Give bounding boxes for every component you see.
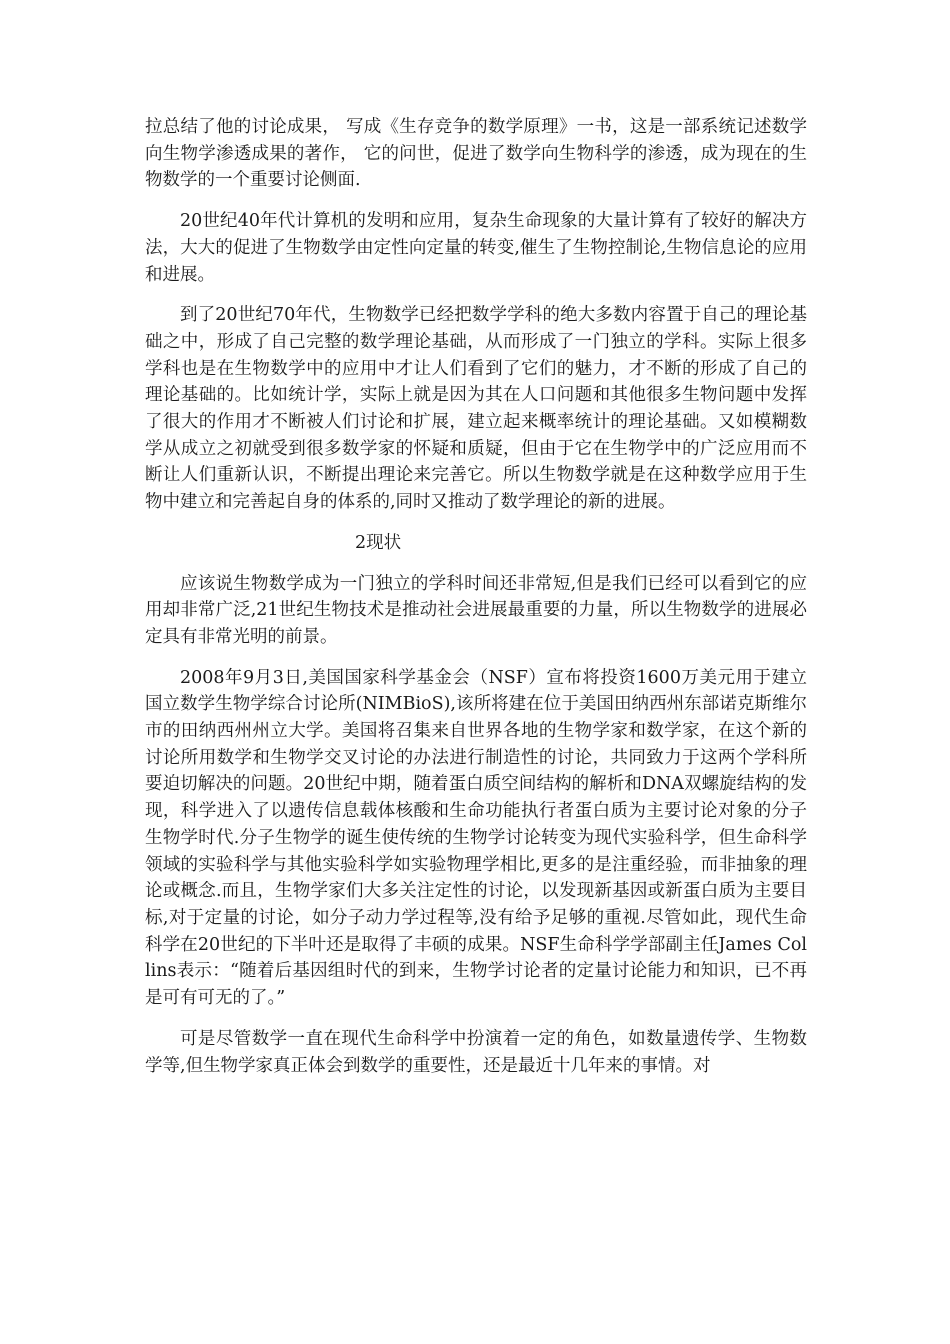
paragraph-3: 到了20世纪70年代，生物数学已经把数学学科的绝大多数内容置于自己的理论基础之中，形成了自己完整的数学理论基础，从而形成了一门独立的学科。实际上很多学科也是在生物数学中的应用中才让人们看到了它们的魅力，才不断的形成了自己的理论基础的。比如统计学，实际上就是因为其在人口问题和其他很多生物问题中发挥了很大的作用才不断被人们讨论和扩展，建立起来概率统计的理论基础。又如模糊数学从成立之初就受到很多数学家的怀疑和质疑，但由于它在生物学中的广泛应用而不断让人们重新认识，不断提出理论来完善它。所以生物数学就是在这种数学应用于生物中建立和完善起自身的体系的,同时又推动了数学理论的新的进展。 <box>145 305 807 513</box>
paragraph-1: 拉总结了他的讨论成果， 写成《生存竞争的数学原理》一书，这是一部系统记述数学向生物学渗透成果的著作， 它的问世，促进了数学向生物科学的渗透，成为现在的生物数学的一个重要讨论侧面. <box>145 117 807 191</box>
section-heading: 2现状 <box>355 532 402 553</box>
document-body <box>145 114 807 1093</box>
paragraph-5: 2008年9月3日,美国国家科学基金会（NSF）宣布将投资1600万美元用于建立国立数学生物学综合讨论所(NIMBioS),该所将建在位于美国田纳西州东部诺克斯维尔市的田纳西州州立大学。美国将召集来自世界各地的生物学家和数学家，在这个新的讨论所用数学和生物学交叉讨论的办法进行制造性的讨论，共同致力于这两个学科所要迫切解决的问题。20世纪中期，随着蛋白质空间结构的解析和DNA双螺旋结构的发现，科学进入了以遗传信息载体核酸和生命功能执行者蛋白质为主要讨论对象的分子生物学时代.分子生物学的诞生使传统的生物学讨论转变为现代实验科学，但生命科学领域的实验科学与其他实验科学如实验物理学相比,更多的是注重经验，而非抽象的理论或概念.而且，生物学家们大多关注定性的讨论，以发现新基因或新蛋白质为主要目标,对于定量的讨论，如分子动力学过程等,没有给予足够的重视.尽管如此，现代生命科学在20世纪的下半叶还是取得了丰硕的成果。NSF生命科学学部副主任James Collins表示：“随着后基因组时代的到来，生物学讨论者的定量讨论能力和知识，已不再是可有可无的了。” <box>145 667 807 1009</box>
paragraph-2: 20世纪40年代计算机的发明和应用，复杂生命现象的大量计算有了较好的解决方法，大大的促进了生物数学由定性向定量的转变,催生了生物控制论,生物信息论的应用和进展。 <box>145 211 807 285</box>
paragraph-6: 可是尽管数学一直在现代生命科学中扮演着一定的角色，如数量遗传学、生物数学等,但生物学家真正体会到数学的重要性，还是最近十几年来的事情。对 <box>145 1028 807 1076</box>
paragraph-4: 应该说生物数学成为一门独立的学科时间还非常短,但是我们已经可以看到它的应用却非常广泛,21世纪生物技术是推动社会进展最重要的力量，所以生物数学的进展必定具有非常光明的前景。 <box>145 573 807 647</box>
